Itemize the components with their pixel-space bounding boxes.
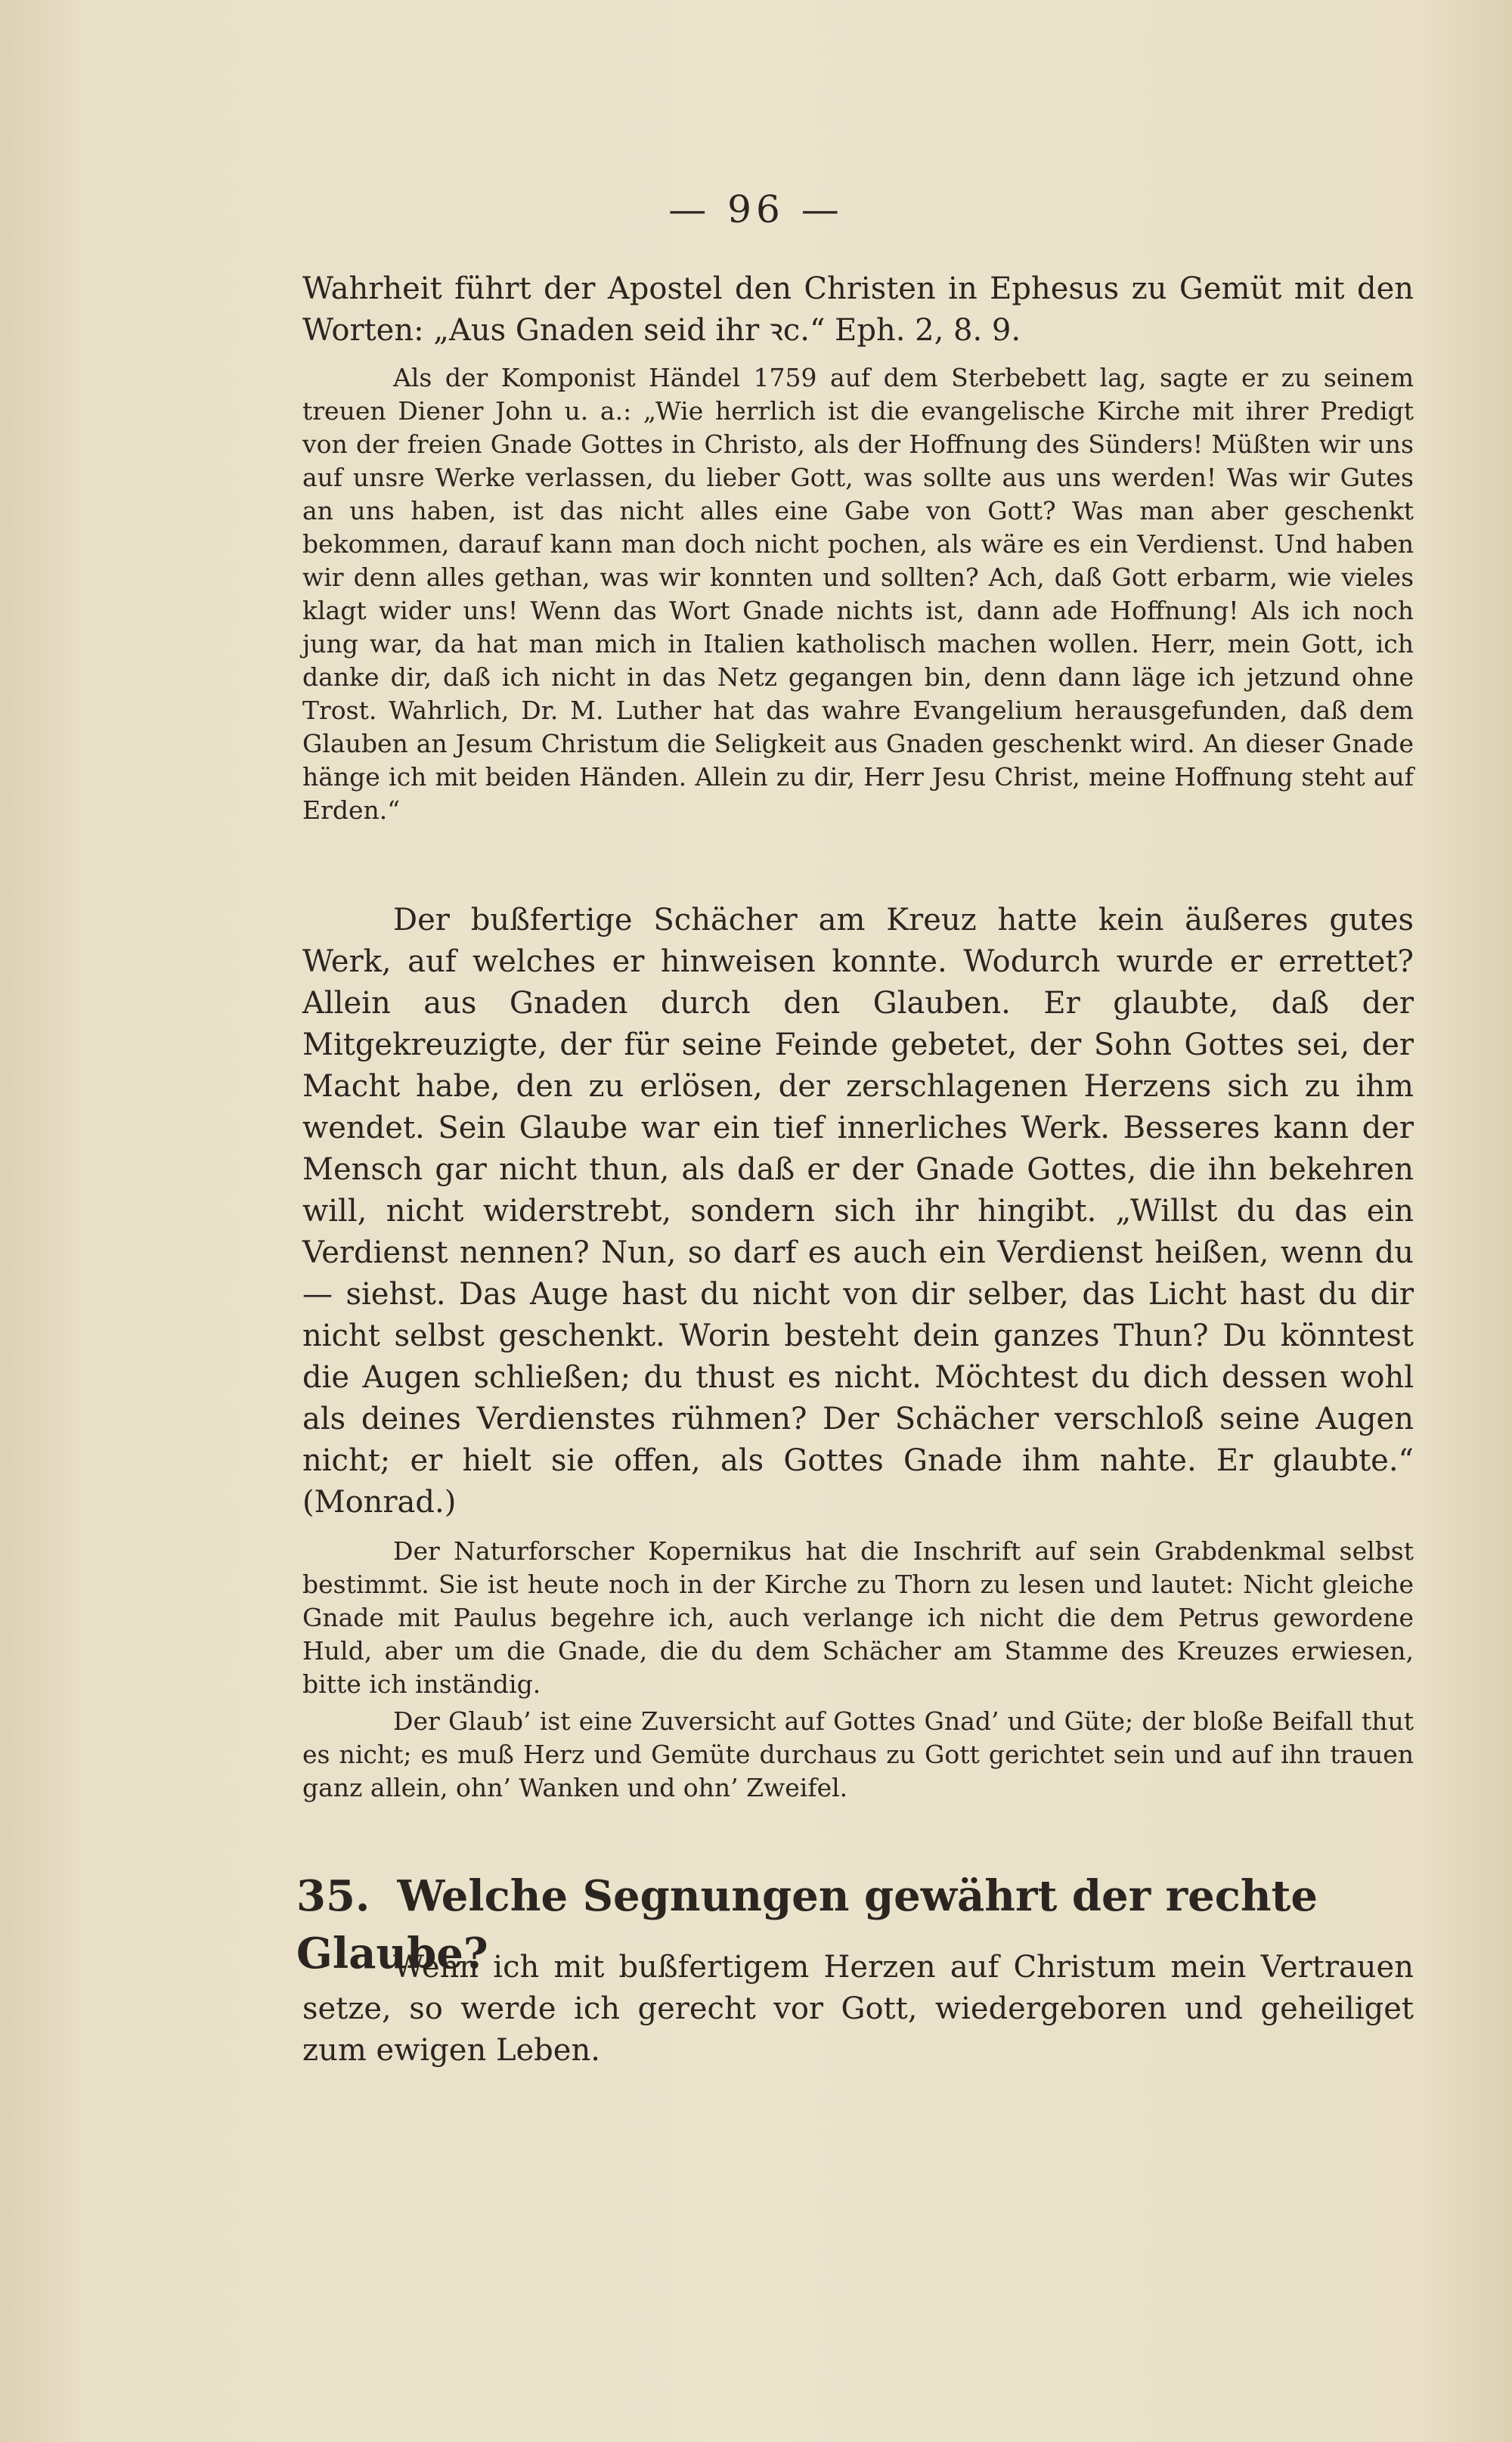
section-answer: Wenn ich mit bußfertigem Herzen auf Christum mein Vertrauen setze, so werde ich gerecht vor Gott, wiedergeboren und geheiliget zum ewigen Leben. (302, 1950, 1414, 2068)
paragraph-apostle-ephesus: Wahrheit führt der Apostel den Christen in Ephesus zu Gemüt mit den Worten: „Aus Gnaden seid ihr ꝛc.“ Eph. 2, 8. 9. (302, 271, 1414, 348)
paragraph-hymn-verse: Der Glaub’ ist eine Zuversicht auf Gottes Gnad’ und Güte; der bloße Beifall thut es nicht; es muß Herz und Gemüte durchaus zu Gott gerichtet sein und auf ihn trauen ganz allein, ohn’ Wanken und ohn’ Zweifel. (302, 1706, 1414, 1802)
paragraph-penitent-thief: Der bußfertige Schächer am Kreuz hatte kein äußeres gutes Werk, auf welches er hinweisen konnte. Wodurch wurde er errettet? Allein aus Gnaden durch den Glauben. Er glaubte, daß der Mitgekreuzigte, der für seine Feinde gebetet, der Sohn Gottes sei, der Macht habe, den zu erlösen, der zerschlagenen Herzens sich zu ihm wendet. Sein Glaube war ein tief innerliches Werk. Besseres kann der Mensch gar nicht thun, als daß er der Gnade Gottes, die ihn bekehren will, nicht widerstrebt, sondern sich ihr hingibt. „Willst du das ein Verdienst nennen? Nun, so darf es auch ein Verdienst heißen, wenn du — siehst. Das Auge hast du nicht von dir selber, das Licht hast du dir nicht selbst geschenkt. Worin besteht dein ganzes Thun? Du könntest die Augen schließen; du thust es nicht. Möchtest du dich dessen wohl als deines Verdienstes rühmen? Der Schächer verschloß seine Augen nicht; er hielt sie offen, als Gottes Gnade ihm nahte. Er glaubte.“ (Monrad.) (302, 903, 1414, 1520)
section-number: 35. (296, 1871, 370, 1921)
paragraph-kopernikus-epitaph: Der Naturforscher Kopernikus hat die Inschrift auf sein Grabdenkmal selbst bestimmt. Sie ist heute noch in der Kirche zu Thorn zu lesen und lautet: Nicht gleiche Gnade mit Paulus begehre ich, auch verlange ich nicht die dem Petrus gewordene Huld, aber um die Gnade, die du dem Schächer am Stamme des Kreuzes erwiesen, bitte ich inständig. (302, 1536, 1414, 1699)
paragraph-haendel-quote: Als der Komponist Händel 1759 auf dem Sterbebett lag, sagte er zu seinem treuen Diener John u. a.: „Wie herrlich ist die evangelische Kirche mit ihrer Predigt von der freien Gnade Gottes in Christo, als der Hoffnung des Sünders! Müßten wir uns auf unsre Werke verlassen, du lieber Gott, was sollte aus uns werden! Was wir Gutes an uns haben, ist das nicht alles eine Gabe von Gott? Was man aber geschenkt bekommen, darauf kann man doch nicht pochen, als wäre es ein Verdienst. Und haben wir denn alles gethan, was wir konnten und sollten? Ach, daß Gott erbarm, wie vieles klagt wider uns! Wenn das Wort Gnade nichts ist, dann ade Hoffnung! Als ich noch jung war, da hat man mich in Italien katholisch machen wollen. Herr, mein Gott, ich danke dir, daß ich nicht in das Netz gegangen bin, denn dann läge ich jetzund ohne Trost. Wahrlich, Dr. M. Luther hat das wahre Evangelium herausgefunden, daß dem Glauben an Jesum Christum die Seligkeit aus Gnaden geschenkt wird. An dieser Gnade hänge ich mit beiden Händen. Allein zu dir, Herr Jesu Christ, meine Hoffnung steht auf Erden.“ (302, 363, 1414, 825)
page-number: — 96 — (668, 187, 844, 231)
section-title: Welche Segnungen gewährt der rechte Glaube? (296, 1871, 1318, 1979)
